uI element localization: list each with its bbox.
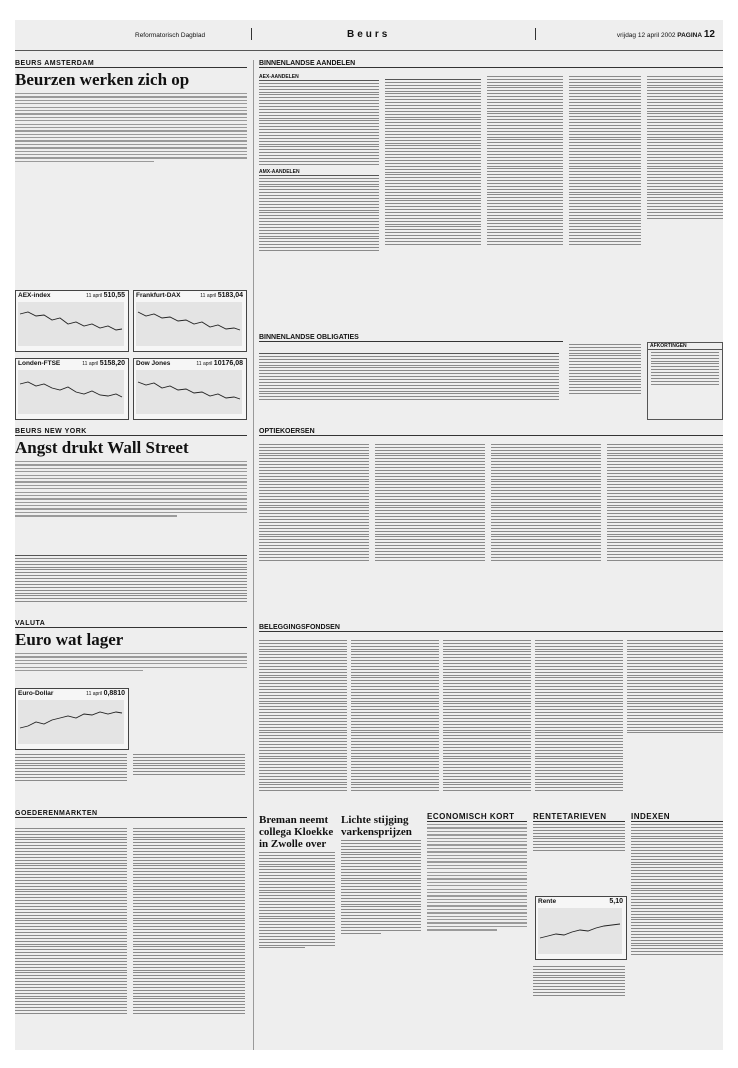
newspaper-page — [15, 20, 723, 1050]
section-newyork — [15, 428, 247, 519]
chart-rente — [535, 896, 627, 960]
fondsen-table-2 — [351, 638, 439, 793]
aex-aandelen-table — [259, 74, 379, 253]
opties-table-1 — [259, 442, 369, 562]
section-economisch-kort — [427, 812, 527, 933]
story-varkensprijzen — [341, 812, 421, 935]
article-body-valuta — [15, 653, 247, 671]
chart-dowjones — [133, 358, 247, 420]
section-binnenlandse-obligaties: BINNENLANDSE OBLIGATIES — [259, 334, 563, 342]
chart-title: AEX-index — [18, 292, 51, 299]
article-body-amsterdam — [15, 93, 247, 162]
valuta-table — [15, 752, 127, 783]
section-valuta — [15, 620, 247, 673]
chart-title: Dow Jones — [136, 360, 171, 367]
masthead — [15, 20, 723, 51]
indexen-title: INDEXEN — [631, 812, 671, 821]
fondsen-table-5 — [627, 638, 723, 735]
masthead-divider — [535, 28, 536, 40]
chart-title: Euro-Dollar — [18, 690, 54, 697]
chart-line-ftse — [18, 370, 124, 414]
chart-line-rente — [538, 908, 622, 954]
masthead-divider — [251, 28, 252, 40]
overige-aandelen-table-1 — [385, 74, 481, 247]
chart-line-dowjones — [136, 370, 242, 414]
goederen-table-1 — [15, 826, 127, 1016]
overige-aandelen-table-3 — [569, 74, 641, 246]
afkortingen-title: AFKORTINGEN — [648, 343, 722, 350]
kicker-goederen: GOEDERENMARKTEN — [15, 810, 98, 817]
chart-value: 11 april 5158,20 — [82, 360, 125, 367]
aex-aandelen-subhead: AEX-AANDELEN — [259, 74, 379, 81]
chart-value: 11 april 0,8810 — [86, 690, 125, 697]
section-binnenlandse-aandelen: BINNENLANDSE AANDELEN — [259, 60, 723, 68]
headline-breman: Breman neemt collega Kloekke in Zwolle over — [259, 814, 334, 850]
headline-amsterdam: Beurzen werken zich op — [15, 70, 190, 89]
article-body-newyork — [15, 461, 247, 517]
page-number: 12 — [703, 29, 715, 40]
rentetarieven-title: RENTETARIEVEN — [533, 812, 607, 821]
chart-dax — [133, 290, 247, 352]
valuta-table-2 — [133, 752, 245, 777]
chart-line-dax — [136, 302, 242, 346]
left-column — [15, 60, 247, 164]
chart-title: Frankfurt-DAX — [136, 292, 181, 299]
headline-newyork: Angst drukt Wall Street — [15, 438, 189, 457]
page-label: PAGINA — [677, 32, 703, 39]
chart-title: Londen-FTSE — [18, 360, 61, 367]
chart-value: 11 april 510,55 — [86, 292, 125, 299]
opties-table-4 — [607, 442, 723, 562]
economisch-kort-title: ECONOMISCH KORT — [427, 812, 515, 821]
headline-varkensprijzen: Lichte stijging varkensprijzen — [341, 814, 412, 838]
opties-table-3 — [491, 442, 601, 562]
chart-aex — [15, 290, 129, 352]
kicker-amsterdam: BEURS AMSTERDAM — [15, 60, 95, 67]
headline-valuta: Euro wat lager — [15, 630, 124, 649]
fondsen-table-1 — [259, 638, 347, 793]
chart-title: Rente — [538, 898, 557, 905]
overige-aandelen-table-2 — [487, 74, 563, 246]
fondsen-table-4 — [535, 638, 623, 793]
goederen-table-2 — [133, 826, 245, 1016]
kicker-newyork: BEURS NEW YORK — [15, 428, 87, 435]
chart-value: 5,10 — [609, 898, 623, 905]
section-beleggingsfondsen: BELEGGINGSFONDSEN — [259, 624, 723, 632]
section-indexen — [631, 812, 723, 957]
section-optiekoersen: OPTIEKOERSEN — [259, 428, 723, 436]
aandelen-tail-table — [569, 342, 641, 396]
chart-value: 11 april 5183,04 — [200, 292, 243, 299]
quote-table-newyork — [15, 550, 247, 604]
section-title: Beurs — [347, 29, 391, 40]
section-rentetarieven — [533, 812, 625, 853]
amx-aandelen-subhead: AMX-AANDELEN — [259, 169, 379, 176]
overige-aandelen-table-4 — [647, 74, 723, 220]
story-breman — [259, 812, 335, 950]
date-text: vrijdag 12 april 2002 — [616, 32, 676, 39]
fondsen-table-3 — [443, 638, 531, 793]
chart-eurodollar — [15, 688, 129, 750]
section-goederen — [15, 810, 247, 820]
rente-table — [533, 964, 625, 998]
obligaties-table — [259, 348, 559, 402]
chart-line-aex — [18, 302, 124, 346]
afkortingen-box — [647, 342, 723, 420]
chart-ftse — [15, 358, 129, 420]
masthead-date — [617, 29, 715, 40]
chart-value: 11 april 10176,08 — [196, 360, 243, 367]
opties-table-2 — [375, 442, 485, 562]
chart-line-eurodollar — [18, 700, 124, 744]
publication-name: Reformatorisch Dagblad — [135, 32, 206, 39]
kicker-valuta: VALUTA — [15, 620, 46, 627]
